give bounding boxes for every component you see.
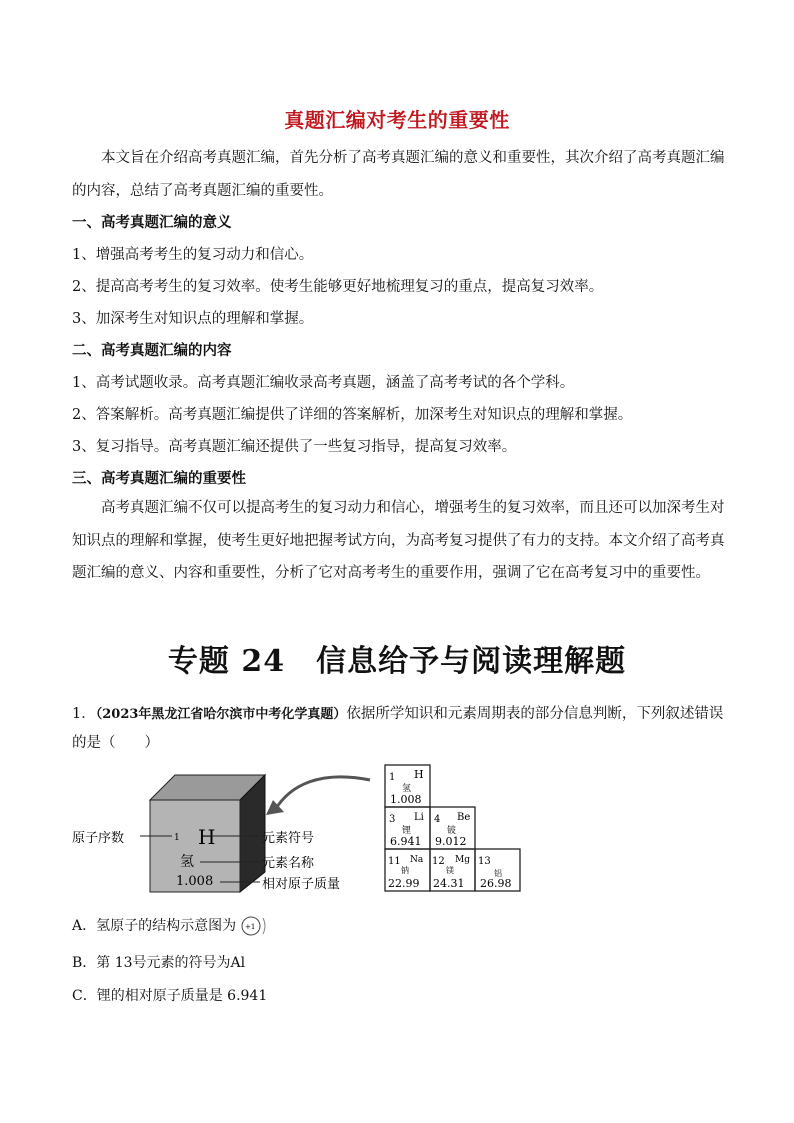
cell-mass: 9.012 (435, 835, 467, 848)
section2-item: 2、答案解析。高考真题汇编提供了详细的答案解析，加深考生对知识点的理解和掌握。 (72, 407, 633, 423)
section1-item: 2、提高高考考生的复习效率。使考生能够更好地梳理复习的重点，提高复习效率。 (72, 279, 604, 295)
label-symbol: 元素符号 (262, 831, 315, 846)
section3-paragraph: 高考真题汇编不仅可以提高考生的复习动力和信心，增强考生的复习效率，而且还可以加深考生对知识点的理解和掌握，使考生更好地把握考试方向，为高考复习提供了有力的支持。本文介绍了高考真题汇编的意义、内容和重要性，分析了它对高考考生的重要作用，强调了它在高考复习中的重要性。 (72, 500, 725, 581)
option-b: B．第 13号元素的符号为Al (72, 955, 246, 971)
cell-symbol: Li (414, 812, 424, 823)
section1-item: 3、加深考生对知识点的理解和掌握。 (72, 311, 314, 327)
cell-symbol: Be (457, 812, 471, 823)
cube-mass: 1.008 (176, 874, 214, 889)
document-title: 真题汇编对考生的重要性 (284, 108, 510, 132)
cell-mass: 24.31 (433, 877, 465, 890)
cell-name: 镁 (446, 866, 454, 875)
topic-title: 专题 24 信息给予与阅读理解题 (167, 644, 627, 679)
label-mass: 相对原子质量 (262, 877, 341, 892)
question-stem (72, 700, 732, 757)
cell-number: 13 (478, 856, 491, 867)
question-source: （2023年黑龙江省哈尔滨市中考化学真题） (95, 707, 347, 722)
cell-symbol: H (414, 768, 424, 781)
section2-heading: 二、高考真题汇编的内容 (72, 343, 232, 359)
cell-mass: 26.98 (480, 877, 512, 890)
section2-item: 3、复习指导。高考真题汇编还提供了一些复习指导，提高复习效率。 (72, 439, 517, 455)
label-name: 元素名称 (262, 856, 315, 871)
label-atomic-number: 原子序数 (72, 831, 125, 846)
cell-mass: 1.008 (390, 793, 422, 806)
cell-name: 锂 (402, 826, 412, 836)
cell-mass: 6.941 (390, 835, 422, 848)
question-text: 依据所学知识和元素周期表的部分信息判断，下列叙述错误的是（ ） (72, 706, 724, 751)
cell-symbol: Mg (455, 855, 470, 865)
option-a (72, 914, 271, 938)
cell-mass: 22.99 (388, 877, 420, 890)
question-number: 1． (72, 706, 96, 722)
section1-heading: 一、高考真题汇编的意义 (72, 215, 232, 231)
section3-heading: 三、高考真题汇编的重要性 (72, 471, 246, 487)
cell-name: 铝 (494, 869, 502, 878)
cell-symbol: Na (410, 855, 424, 865)
cube-atomic-number: 1 (174, 833, 180, 843)
cell-name: 铍 (447, 826, 457, 836)
cell-number: 11 (388, 856, 401, 867)
periodic-table-figure (70, 760, 570, 900)
element-cube (150, 775, 265, 892)
cell-number: 1 (389, 772, 396, 783)
cell-name: 氢 (402, 784, 412, 794)
cell-name: 钠 (401, 866, 409, 875)
section2-item: 1、高考试题收录。高考真题汇编收录高考真题，涵盖了高考考试的各个学科。 (72, 375, 575, 391)
cube-name: 氢 (180, 854, 194, 870)
option-a-text: A．氢原子的结构示意图为 (72, 918, 237, 934)
atom-nucleus-charge: +1 (244, 923, 255, 931)
cube-symbol: H (198, 825, 216, 849)
curved-arrow-icon (275, 777, 370, 810)
section1-item: 1、增强高考考生的复习动力和信心。 (72, 247, 314, 263)
option-c: C．锂的相对原子质量是 6.941 (72, 988, 268, 1004)
hydrogen-atom-diagram-icon (241, 914, 271, 938)
intro-paragraph: 本文旨在介绍高考真题汇编，首先分析了高考真题汇编的意义和重要性，其次介绍了高考真题汇编的内容，总结了高考真题汇编的重要性。 (72, 150, 725, 199)
cell-number: 3 (389, 814, 396, 825)
cell-number: 4 (434, 814, 441, 825)
cell-number: 12 (432, 856, 445, 867)
